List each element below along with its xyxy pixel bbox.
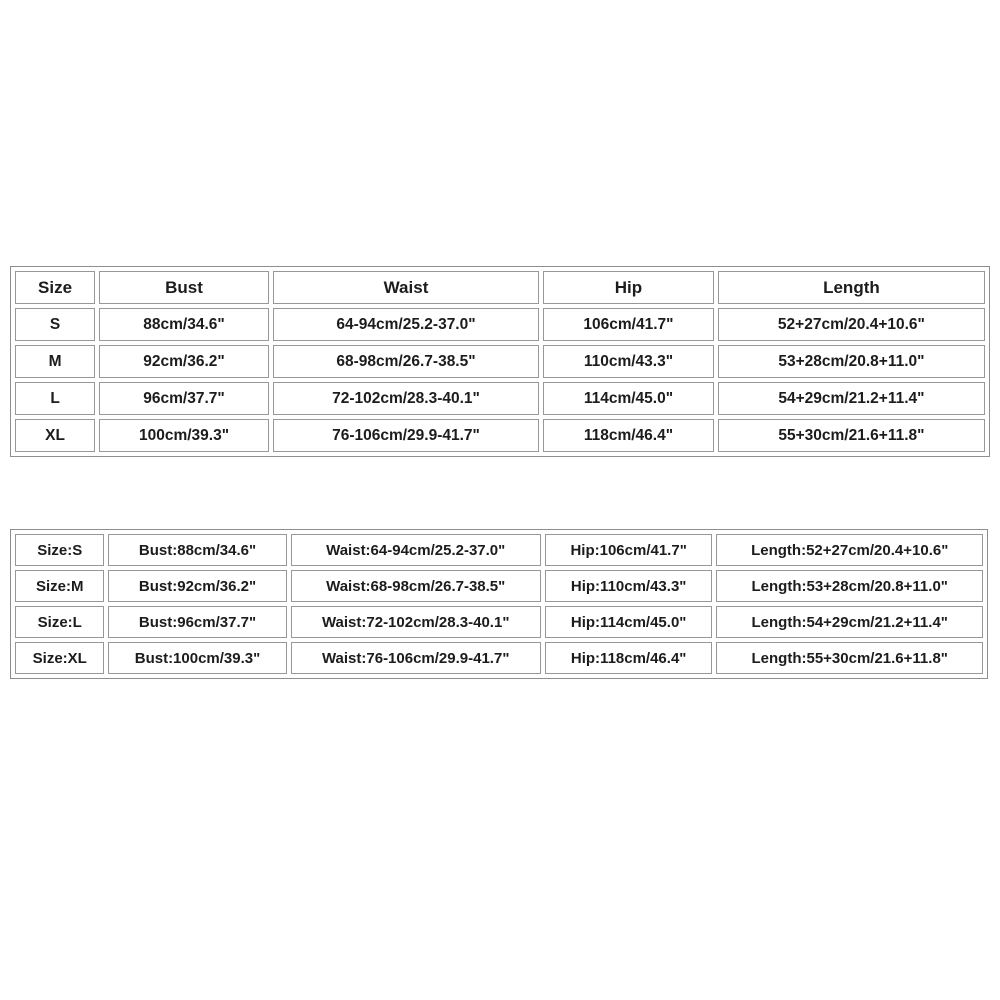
cell-length: 53+28cm/20.8+11.0" — [718, 345, 985, 378]
table-row — [15, 345, 985, 378]
cell-size: XL — [15, 419, 95, 452]
cell-length: Length:55+30cm/21.6+11.8" — [716, 642, 983, 674]
table-row — [15, 382, 985, 415]
cell-hip: 114cm/45.0" — [543, 382, 714, 415]
cell-waist: Waist:64-94cm/25.2-37.0" — [291, 534, 541, 566]
table-row — [15, 642, 983, 674]
cell-size: Size:L — [15, 606, 104, 638]
cell-length: Length:53+28cm/20.8+11.0" — [716, 570, 983, 602]
cell-bust: Bust:96cm/37.7" — [108, 606, 286, 638]
table-row — [15, 308, 985, 341]
cell-waist: 76-106cm/29.9-41.7" — [273, 419, 539, 452]
cell-size: M — [15, 345, 95, 378]
cell-hip: Hip:114cm/45.0" — [545, 606, 713, 638]
cell-hip: Hip:106cm/41.7" — [545, 534, 713, 566]
column-header-hip: Hip — [543, 271, 714, 304]
column-header-bust: Bust — [99, 271, 269, 304]
table-row — [15, 570, 983, 602]
table-row — [15, 534, 983, 566]
cell-bust: Bust:88cm/34.6" — [108, 534, 286, 566]
cell-bust: Bust:92cm/36.2" — [108, 570, 286, 602]
cell-hip: Hip:110cm/43.3" — [545, 570, 713, 602]
cell-hip: 118cm/46.4" — [543, 419, 714, 452]
cell-bust: 100cm/39.3" — [99, 419, 269, 452]
cell-waist: 64-94cm/25.2-37.0" — [273, 308, 539, 341]
column-header-waist: Waist — [273, 271, 539, 304]
cell-hip: 106cm/41.7" — [543, 308, 714, 341]
cell-length: 55+30cm/21.6+11.8" — [718, 419, 985, 452]
table-row — [15, 419, 985, 452]
cell-size: Size:S — [15, 534, 104, 566]
column-header-size: Size — [15, 271, 95, 304]
cell-length: Length:52+27cm/20.4+10.6" — [716, 534, 983, 566]
table-row — [15, 606, 983, 638]
cell-hip: Hip:118cm/46.4" — [545, 642, 713, 674]
cell-bust: 96cm/37.7" — [99, 382, 269, 415]
cell-waist: Waist:76-106cm/29.9-41.7" — [291, 642, 541, 674]
table-header-row — [15, 271, 985, 304]
cell-size: S — [15, 308, 95, 341]
cell-size: Size:M — [15, 570, 104, 602]
cell-waist: 68-98cm/26.7-38.5" — [273, 345, 539, 378]
cell-size: Size:XL — [15, 642, 104, 674]
cell-waist: Waist:68-98cm/26.7-38.5" — [291, 570, 541, 602]
size-chart-table-inline — [10, 529, 988, 679]
cell-length: Length:54+29cm/21.2+11.4" — [716, 606, 983, 638]
cell-hip: 110cm/43.3" — [543, 345, 714, 378]
cell-bust: Bust:100cm/39.3" — [108, 642, 286, 674]
cell-bust: 88cm/34.6" — [99, 308, 269, 341]
cell-waist: 72-102cm/28.3-40.1" — [273, 382, 539, 415]
column-header-length: Length — [718, 271, 985, 304]
cell-length: 52+27cm/20.4+10.6" — [718, 308, 985, 341]
cell-waist: Waist:72-102cm/28.3-40.1" — [291, 606, 541, 638]
cell-bust: 92cm/36.2" — [99, 345, 269, 378]
cell-length: 54+29cm/21.2+11.4" — [718, 382, 985, 415]
size-chart-table-labeled — [10, 266, 990, 457]
cell-size: L — [15, 382, 95, 415]
